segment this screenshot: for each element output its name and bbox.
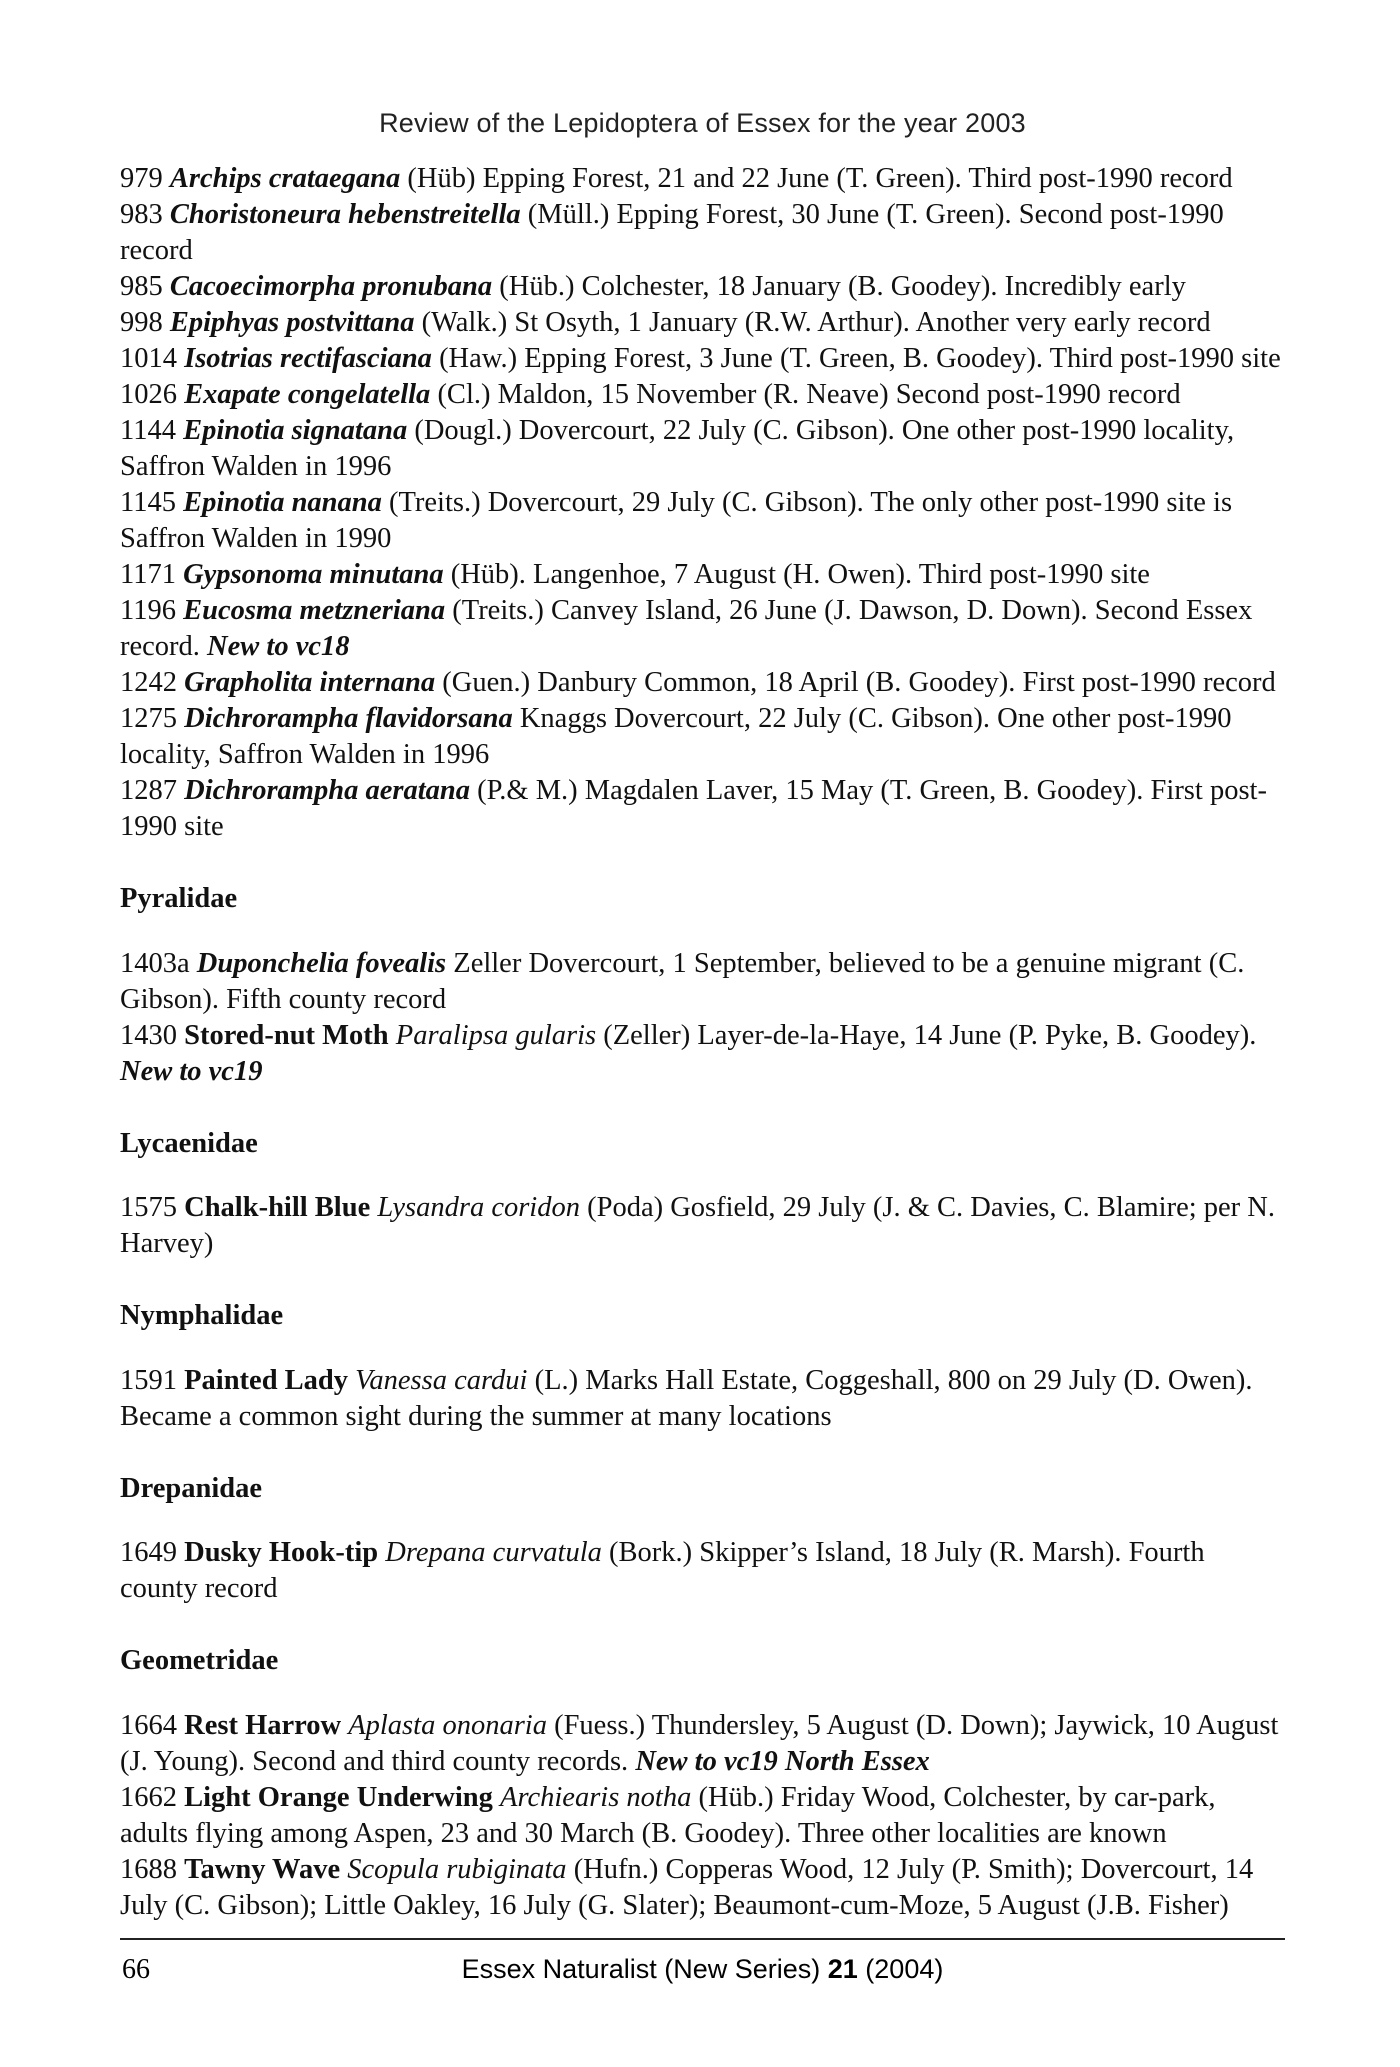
common-name: Rest Harrow [184, 1709, 342, 1741]
record-number: 1145 [120, 487, 176, 518]
record-text: (Haw.) Epping Forest, 3 June (T. Green, B. Goodey). Third post-1990 site [431, 343, 1281, 374]
record-text: (Hüb.) Colchester, 18 January (B. Goodey). Incredibly early [492, 271, 1186, 302]
record-entry [120, 557, 1285, 593]
record-text: (Hufn.) Copperas Wood, 12 July (P. Smith); Dovercourt, 14 July (C. Gibson); Little Oakley, 16 July (G. Slater); Beaumont-cum-Moze, 5 August (J.B. Fisher) [120, 1853, 1254, 1921]
record-entry [120, 485, 1285, 557]
family-heading: Lycaenidae [120, 1127, 258, 1159]
record-number: 1664 [120, 1709, 177, 1741]
species-name: Grapholita internana [184, 667, 436, 698]
record-text: (P.& M.) Magdalen Laver, 15 May (T. Green, B. Goodey). First post-1990 site [120, 775, 1267, 842]
record-text: (Zeller) Layer-de-la-Haye, 14 June (P. Pyke, B. Goodey). [596, 1019, 1257, 1051]
species-name: Duponchelia fovealis [196, 947, 447, 979]
record-text: (Hüb) Epping Forest, 21 and 22 June (T. Green). Third post-1990 record [400, 163, 1233, 194]
record-text: Knaggs Dovercourt, 22 July (C. Gibson). One other post-1990 locality, Saffron Walden in 1996 [120, 703, 1232, 770]
record-entry [120, 341, 1285, 377]
family-heading: Geometridae [120, 1645, 279, 1676]
record-number: 1649 [120, 1537, 177, 1568]
page-number: 66 [122, 1954, 150, 1985]
record-entry [120, 305, 1285, 341]
record-number: 985 [120, 271, 163, 302]
common-name: Tawny Wave [184, 1853, 341, 1885]
record-number: 1014 [120, 343, 177, 374]
species-name: Epiphyas postvittana [169, 307, 415, 338]
record-text: (Bork.) Skipper’s Island, 18 July (R. Marsh). Fourth county record [120, 1537, 1205, 1604]
journal-citation [120, 1954, 1285, 1985]
record-number: 979 [120, 163, 163, 194]
record-text: (Treits.) Canvey Island, 26 June (J. Dawson, D. Down). Second Essex record. [120, 595, 1253, 662]
record-text: (L.) Marks Hall Estate, Coggeshall, 800 on 29 July (D. Owen). Became a common sight during the summer at many locations [120, 1364, 1253, 1432]
species-name: Gypsonoma minutana [183, 559, 444, 590]
record-number: 1275 [120, 703, 177, 734]
scientific-name: Aplasta ononaria [348, 1709, 547, 1741]
running-header: Review of the Lepidoptera of Essex for the year 2003 [379, 108, 1026, 138]
record-entry [120, 1363, 1285, 1435]
record-text: Zeller Dovercourt, 1 September, believed to be a genuine migrant (C. Gibson). Fifth county record [120, 947, 1245, 1015]
species-name: Exapate congelatella [184, 379, 431, 410]
record-number: 1430 [120, 1019, 177, 1051]
common-name: Stored-nut Moth [184, 1019, 389, 1051]
record-text: (Fuess.) Thundersley, 5 August (D. Down); Jaywick, 10 August (J. Young). Second and third county records. [120, 1709, 1279, 1777]
record-text: (Hüb). Langenhoe, 7 August (H. Owen). Third post-1990 site [443, 559, 1150, 590]
page [120, 108, 1285, 1924]
record-entry [120, 413, 1285, 485]
record-entry [120, 593, 1285, 665]
record-entry [120, 197, 1285, 269]
record-entry [120, 1190, 1285, 1262]
species-name: Eucosma metzneriana [183, 595, 446, 626]
record-entry [120, 665, 1285, 701]
species-name: Cacoecimorpha pronubana [169, 271, 493, 302]
record-text: (Müll.) Epping Forest, 30 June (T. Green). Second post-1990 record [120, 199, 1224, 266]
new-record-note: New to vc18 [207, 631, 350, 662]
family-heading: Drepanidae [120, 1472, 262, 1504]
record-number: 1575 [120, 1192, 177, 1223]
scientific-name: Paralipsa gularis [395, 1019, 597, 1051]
record-number: 983 [120, 199, 163, 230]
record-text: (Dougl.) Dovercourt, 22 July (C. Gibson). One other post-1990 locality, Saffron Walden in 1996 [120, 415, 1235, 482]
record-entry [120, 377, 1285, 413]
record-number: 1287 [120, 775, 177, 806]
record-number: 1026 [120, 379, 177, 410]
record-entry [120, 773, 1285, 845]
record-entry [120, 1018, 1285, 1090]
record-number: 998 [120, 307, 163, 338]
species-name: Archips crataegana [169, 163, 401, 194]
species-name: Epinotia nanana [183, 487, 382, 518]
scientific-name: Archiearis notha [500, 1781, 692, 1813]
record-number: 1242 [120, 667, 177, 698]
scientific-name: Lysandra coridon [377, 1192, 580, 1223]
family-heading: Nymphalidae [120, 1300, 284, 1331]
record-text: (Hüb.) Friday Wood, Colchester, by car-park, adults flying among Aspen, 23 and 30 March (B. Goodey). Three other localities are known [120, 1781, 1216, 1849]
common-name: Painted Lady [184, 1364, 349, 1396]
new-record-note: New to vc19 North Essex [635, 1745, 930, 1777]
record-entry [120, 161, 1285, 197]
record-number: 1591 [120, 1364, 177, 1396]
record-number: 1196 [120, 595, 176, 626]
common-name: Dusky Hook-tip [184, 1537, 379, 1568]
species-name: Epinotia signatana [183, 415, 408, 446]
species-name: Isotrias rectifasciana [184, 343, 432, 374]
record-entry [120, 1852, 1285, 1924]
journal-title: Essex Naturalist (New Series) [461, 1954, 828, 1984]
record-text: (Poda) Gosfield, 29 July (J. & C. Davies, C. Blamire; per N. Harvey) [120, 1192, 1275, 1259]
new-record-note: New to vc19 [120, 1055, 263, 1087]
species-name: Dichrorampha aeratana [184, 775, 470, 806]
common-name: Chalk-hill Blue [184, 1192, 371, 1223]
record-text: (Cl.) Maldon, 15 November (R. Neave) Second post-1990 record [430, 379, 1181, 410]
record-number: 1403a [120, 947, 190, 979]
record-entry [120, 1780, 1285, 1852]
record-entry [120, 269, 1285, 305]
record-number: 1662 [120, 1781, 177, 1813]
species-name: Dichrorampha flavidorsana [184, 703, 513, 734]
record-entry [120, 1708, 1285, 1780]
scientific-name: Scopula rubiginata [347, 1853, 567, 1885]
family-heading: Pyralidae [120, 883, 238, 914]
record-number: 1144 [120, 415, 176, 446]
record-number: 1171 [120, 559, 176, 590]
record-number: 1688 [120, 1853, 177, 1885]
species-name: Choristoneura hebenstreitella [169, 199, 521, 230]
common-name: Light Orange Underwing [184, 1781, 493, 1813]
scientific-name: Drepana curvatula [385, 1537, 602, 1568]
record-entry [120, 1535, 1285, 1607]
record-text: (Walk.) St Osyth, 1 January (R.W. Arthur). Another very early record [414, 307, 1211, 338]
record-text: (Guen.) Danbury Common, 18 April (B. Goodey). First post-1990 record [435, 667, 1276, 698]
journal-year: (2004) [857, 1954, 944, 1984]
document-body [120, 161, 1285, 1924]
record-entry [120, 946, 1285, 1018]
page-footer [120, 1938, 1285, 1994]
scientific-name: Vanessa cardui [355, 1364, 528, 1396]
journal-volume: 21 [827, 1954, 858, 1984]
record-entry [120, 701, 1285, 773]
record-text: (Treits.) Dovercourt, 29 July (C. Gibson). The only other post-1990 site is Saffron Walden in 1990 [120, 487, 1233, 554]
